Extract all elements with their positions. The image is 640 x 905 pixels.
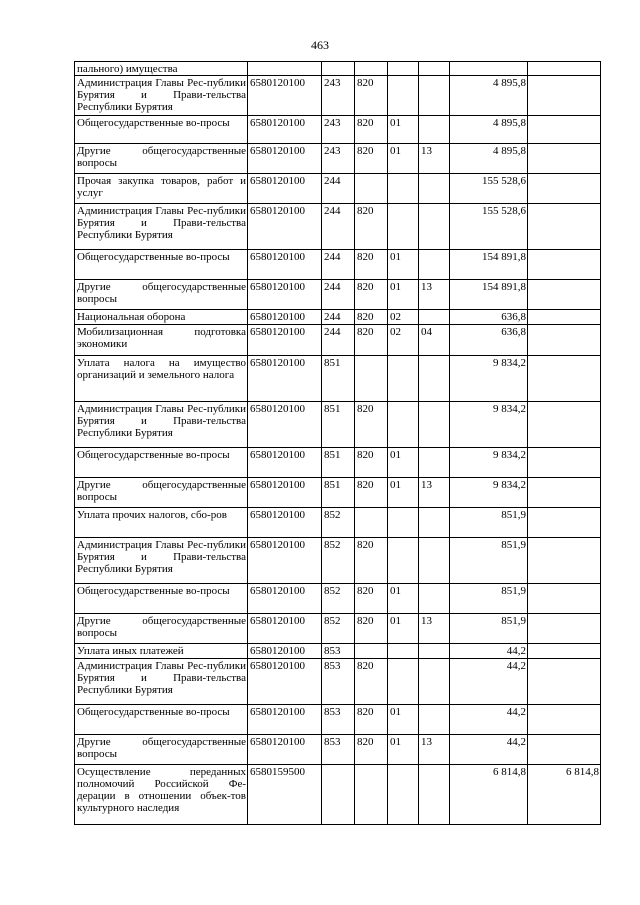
row-federal-amount-cell <box>528 356 601 402</box>
row-federal-amount-cell <box>528 325 601 356</box>
row-name-cell: Администрация Главы Рес-публики Бурятия и Прави-тельства Республики Бурятия <box>75 659 248 705</box>
table-body <box>75 62 601 825</box>
row-subsection-cell: 13 <box>419 144 450 174</box>
row-code-cell: 6580120100 <box>248 204 322 250</box>
row-code-cell: 6580159500 <box>248 765 322 825</box>
row-name-cell: Уплата прочих налогов, сбо-ров <box>75 508 248 538</box>
row-name-cell: Национальная оборона <box>75 310 248 325</box>
row-amount-cell: 44,2 <box>450 659 528 705</box>
row-name-cell: Общегосударственные во-просы <box>75 116 248 144</box>
row-name-cell: Другие общегосударственные вопросы <box>75 614 248 644</box>
row-amount-cell: 44,2 <box>450 735 528 765</box>
row-expense-type-cell: 243 <box>322 76 355 116</box>
row-section-cell <box>388 62 419 76</box>
row-code-cell: 6580120100 <box>248 584 322 614</box>
row-code-cell: 6580120100 <box>248 448 322 478</box>
row-ministry-cell: 820 <box>355 310 388 325</box>
row-amount-cell: 636,8 <box>450 310 528 325</box>
row-section-cell: 02 <box>388 310 419 325</box>
table-row <box>75 325 601 356</box>
row-code-cell: 6580120100 <box>248 280 322 310</box>
row-federal-amount-cell <box>528 144 601 174</box>
row-ministry-cell <box>355 644 388 659</box>
row-ministry-cell: 820 <box>355 478 388 508</box>
row-expense-type-cell: 852 <box>322 508 355 538</box>
row-ministry-cell <box>355 62 388 76</box>
row-name-cell: Мобилизационная подготовка экономики <box>75 325 248 356</box>
row-code-cell: 6580120100 <box>248 402 322 448</box>
row-federal-amount-cell <box>528 174 601 204</box>
table-row <box>75 644 601 659</box>
row-subsection-cell <box>419 705 450 735</box>
table-row <box>75 116 601 144</box>
row-amount-cell: 9 834,2 <box>450 356 528 402</box>
row-name-cell: Уплата иных платежей <box>75 644 248 659</box>
table-row <box>75 280 601 310</box>
row-subsection-cell: 13 <box>419 280 450 310</box>
row-code-cell: 6580120100 <box>248 116 322 144</box>
row-amount-cell: 6 814,8 <box>450 765 528 825</box>
table-row <box>75 705 601 735</box>
row-amount-cell: 44,2 <box>450 705 528 735</box>
row-name-cell: Прочая закупка товаров, работ и услуг <box>75 174 248 204</box>
row-amount-cell: 851,9 <box>450 614 528 644</box>
row-ministry-cell: 820 <box>355 735 388 765</box>
row-amount-cell: 9 834,2 <box>450 402 528 448</box>
table-row <box>75 478 601 508</box>
row-expense-type-cell: 852 <box>322 538 355 584</box>
row-amount-cell: 44,2 <box>450 644 528 659</box>
table-row <box>75 62 601 76</box>
row-expense-type-cell: 243 <box>322 144 355 174</box>
row-section-cell <box>388 644 419 659</box>
row-amount-cell: 155 528,6 <box>450 174 528 204</box>
table-row <box>75 614 601 644</box>
budget-table <box>74 61 601 825</box>
table-row <box>75 174 601 204</box>
row-section-cell: 01 <box>388 250 419 280</box>
row-name-cell: Общегосударственные во-просы <box>75 250 248 280</box>
row-ministry-cell: 820 <box>355 402 388 448</box>
row-ministry-cell: 820 <box>355 705 388 735</box>
row-federal-amount-cell <box>528 584 601 614</box>
table-row <box>75 144 601 174</box>
row-section-cell <box>388 538 419 584</box>
row-ministry-cell <box>355 174 388 204</box>
row-subsection-cell: 04 <box>419 325 450 356</box>
row-federal-amount-cell <box>528 614 601 644</box>
row-ministry-cell: 820 <box>355 659 388 705</box>
table-row <box>75 76 601 116</box>
row-expense-type-cell: 244 <box>322 174 355 204</box>
row-name-cell: Администрация Главы Рес-публики Бурятия и Прави-тельства Республики Бурятия <box>75 76 248 116</box>
table-row <box>75 310 601 325</box>
row-federal-amount-cell <box>528 116 601 144</box>
table-row <box>75 204 601 250</box>
row-subsection-cell <box>419 659 450 705</box>
row-code-cell: 6580120100 <box>248 508 322 538</box>
row-federal-amount-cell <box>528 448 601 478</box>
row-expense-type-cell: 852 <box>322 614 355 644</box>
row-ministry-cell: 820 <box>355 144 388 174</box>
row-name-cell: Администрация Главы Рес-публики Бурятия и Прави-тельства Республики Бурятия <box>75 402 248 448</box>
row-expense-type-cell: 852 <box>322 584 355 614</box>
row-subsection-cell <box>419 174 450 204</box>
row-code-cell: 6580120100 <box>248 614 322 644</box>
row-name-cell: Другие общегосударственные вопросы <box>75 144 248 174</box>
table-row <box>75 402 601 448</box>
row-federal-amount-cell <box>528 644 601 659</box>
row-section-cell: 02 <box>388 325 419 356</box>
row-section-cell: 01 <box>388 705 419 735</box>
row-subsection-cell <box>419 356 450 402</box>
row-federal-amount-cell <box>528 62 601 76</box>
row-federal-amount-cell: 6 814,8 <box>528 765 601 825</box>
page-number: 463 <box>311 38 329 52</box>
row-expense-type-cell <box>322 765 355 825</box>
row-section-cell: 01 <box>388 478 419 508</box>
row-expense-type-cell: 243 <box>322 116 355 144</box>
row-name-cell: пального) имущества <box>75 62 248 76</box>
row-subsection-cell <box>419 116 450 144</box>
row-federal-amount-cell <box>528 402 601 448</box>
row-subsection-cell: 13 <box>419 735 450 765</box>
table-row <box>75 448 601 478</box>
row-section-cell <box>388 508 419 538</box>
row-ministry-cell <box>355 508 388 538</box>
row-ministry-cell: 820 <box>355 448 388 478</box>
row-federal-amount-cell <box>528 76 601 116</box>
row-ministry-cell: 820 <box>355 116 388 144</box>
row-expense-type-cell: 851 <box>322 478 355 508</box>
row-code-cell: 6580120100 <box>248 705 322 735</box>
row-ministry-cell <box>355 765 388 825</box>
row-name-cell: Другие общегосударственные вопросы <box>75 735 248 765</box>
row-ministry-cell: 820 <box>355 250 388 280</box>
row-code-cell: 6580120100 <box>248 356 322 402</box>
row-expense-type-cell: 853 <box>322 659 355 705</box>
row-expense-type-cell: 853 <box>322 735 355 765</box>
row-name-cell: Администрация Главы Рес-публики Бурятия и Прави-тельства Республики Бурятия <box>75 204 248 250</box>
row-federal-amount-cell <box>528 204 601 250</box>
row-code-cell: 6580120100 <box>248 735 322 765</box>
row-code-cell: 6580120100 <box>248 144 322 174</box>
row-expense-type-cell: 851 <box>322 402 355 448</box>
row-subsection-cell: 13 <box>419 614 450 644</box>
row-amount-cell: 851,9 <box>450 584 528 614</box>
row-amount-cell: 4 895,8 <box>450 76 528 116</box>
row-expense-type-cell: 244 <box>322 250 355 280</box>
row-ministry-cell: 820 <box>355 584 388 614</box>
row-amount-cell: 4 895,8 <box>450 144 528 174</box>
row-code-cell: 6580120100 <box>248 174 322 204</box>
row-code-cell: 6580120100 <box>248 250 322 280</box>
row-expense-type-cell: 853 <box>322 705 355 735</box>
row-subsection-cell <box>419 250 450 280</box>
row-federal-amount-cell <box>528 735 601 765</box>
row-subsection-cell <box>419 62 450 76</box>
row-subsection-cell <box>419 644 450 659</box>
row-ministry-cell: 820 <box>355 204 388 250</box>
row-section-cell: 01 <box>388 735 419 765</box>
table-row <box>75 250 601 280</box>
table-row <box>75 538 601 584</box>
row-expense-type-cell: 851 <box>322 448 355 478</box>
row-ministry-cell: 820 <box>355 614 388 644</box>
row-ministry-cell: 820 <box>355 280 388 310</box>
row-subsection-cell <box>419 402 450 448</box>
row-code-cell: 6580120100 <box>248 325 322 356</box>
row-section-cell: 01 <box>388 614 419 644</box>
row-code-cell <box>248 62 322 76</box>
row-name-cell: Другие общегосударственные вопросы <box>75 478 248 508</box>
row-ministry-cell: 820 <box>355 325 388 356</box>
row-code-cell: 6580120100 <box>248 644 322 659</box>
row-amount-cell: 851,9 <box>450 538 528 584</box>
row-section-cell: 01 <box>388 584 419 614</box>
row-code-cell: 6580120100 <box>248 659 322 705</box>
row-code-cell: 6580120100 <box>248 76 322 116</box>
row-federal-amount-cell <box>528 280 601 310</box>
row-amount-cell: 154 891,8 <box>450 250 528 280</box>
row-amount-cell: 9 834,2 <box>450 478 528 508</box>
row-name-cell: Общегосударственные во-просы <box>75 448 248 478</box>
row-subsection-cell: 13 <box>419 478 450 508</box>
row-expense-type-cell <box>322 62 355 76</box>
row-federal-amount-cell <box>528 659 601 705</box>
row-subsection-cell <box>419 448 450 478</box>
row-name-cell: Другие общегосударственные вопросы <box>75 280 248 310</box>
row-subsection-cell <box>419 538 450 584</box>
row-amount-cell: 636,8 <box>450 325 528 356</box>
row-federal-amount-cell <box>528 478 601 508</box>
row-federal-amount-cell <box>528 705 601 735</box>
row-amount-cell: 155 528,6 <box>450 204 528 250</box>
row-code-cell: 6580120100 <box>248 478 322 508</box>
table-row <box>75 508 601 538</box>
row-section-cell <box>388 402 419 448</box>
row-section-cell <box>388 765 419 825</box>
row-expense-type-cell: 851 <box>322 356 355 402</box>
row-section-cell: 01 <box>388 448 419 478</box>
row-section-cell <box>388 204 419 250</box>
row-expense-type-cell: 853 <box>322 644 355 659</box>
row-ministry-cell: 820 <box>355 76 388 116</box>
row-subsection-cell <box>419 508 450 538</box>
row-amount-cell: 154 891,8 <box>450 280 528 310</box>
row-federal-amount-cell <box>528 508 601 538</box>
row-code-cell: 6580120100 <box>248 310 322 325</box>
row-name-cell: Осуществление переданных полномочий Российской Фе-дерации в отношении объек-тов культурного наследия <box>75 765 248 825</box>
row-subsection-cell <box>419 76 450 116</box>
table-row <box>75 735 601 765</box>
row-section-cell <box>388 174 419 204</box>
row-expense-type-cell: 244 <box>322 280 355 310</box>
row-federal-amount-cell <box>528 538 601 584</box>
row-section-cell <box>388 659 419 705</box>
row-section-cell <box>388 76 419 116</box>
row-name-cell: Общегосударственные во-просы <box>75 584 248 614</box>
row-expense-type-cell: 244 <box>322 310 355 325</box>
row-expense-type-cell: 244 <box>322 204 355 250</box>
row-section-cell: 01 <box>388 144 419 174</box>
row-amount-cell: 4 895,8 <box>450 116 528 144</box>
row-ministry-cell: 820 <box>355 538 388 584</box>
table-row <box>75 659 601 705</box>
row-name-cell: Уплата налога на имущество организаций и земельного налога <box>75 356 248 402</box>
row-amount-cell: 851,9 <box>450 508 528 538</box>
row-expense-type-cell: 244 <box>322 325 355 356</box>
row-subsection-cell <box>419 584 450 614</box>
row-section-cell <box>388 356 419 402</box>
row-subsection-cell <box>419 204 450 250</box>
row-section-cell: 01 <box>388 116 419 144</box>
row-ministry-cell <box>355 356 388 402</box>
row-subsection-cell <box>419 765 450 825</box>
row-amount-cell: 9 834,2 <box>450 448 528 478</box>
table-row <box>75 765 601 825</box>
row-federal-amount-cell <box>528 310 601 325</box>
row-federal-amount-cell <box>528 250 601 280</box>
row-code-cell: 6580120100 <box>248 538 322 584</box>
row-name-cell: Общегосударственные во-просы <box>75 705 248 735</box>
row-name-cell: Администрация Главы Рес-публики Бурятия и Прави-тельства Республики Бурятия <box>75 538 248 584</box>
row-amount-cell <box>450 62 528 76</box>
row-subsection-cell <box>419 310 450 325</box>
table-row <box>75 584 601 614</box>
table-row <box>75 356 601 402</box>
row-section-cell: 01 <box>388 280 419 310</box>
